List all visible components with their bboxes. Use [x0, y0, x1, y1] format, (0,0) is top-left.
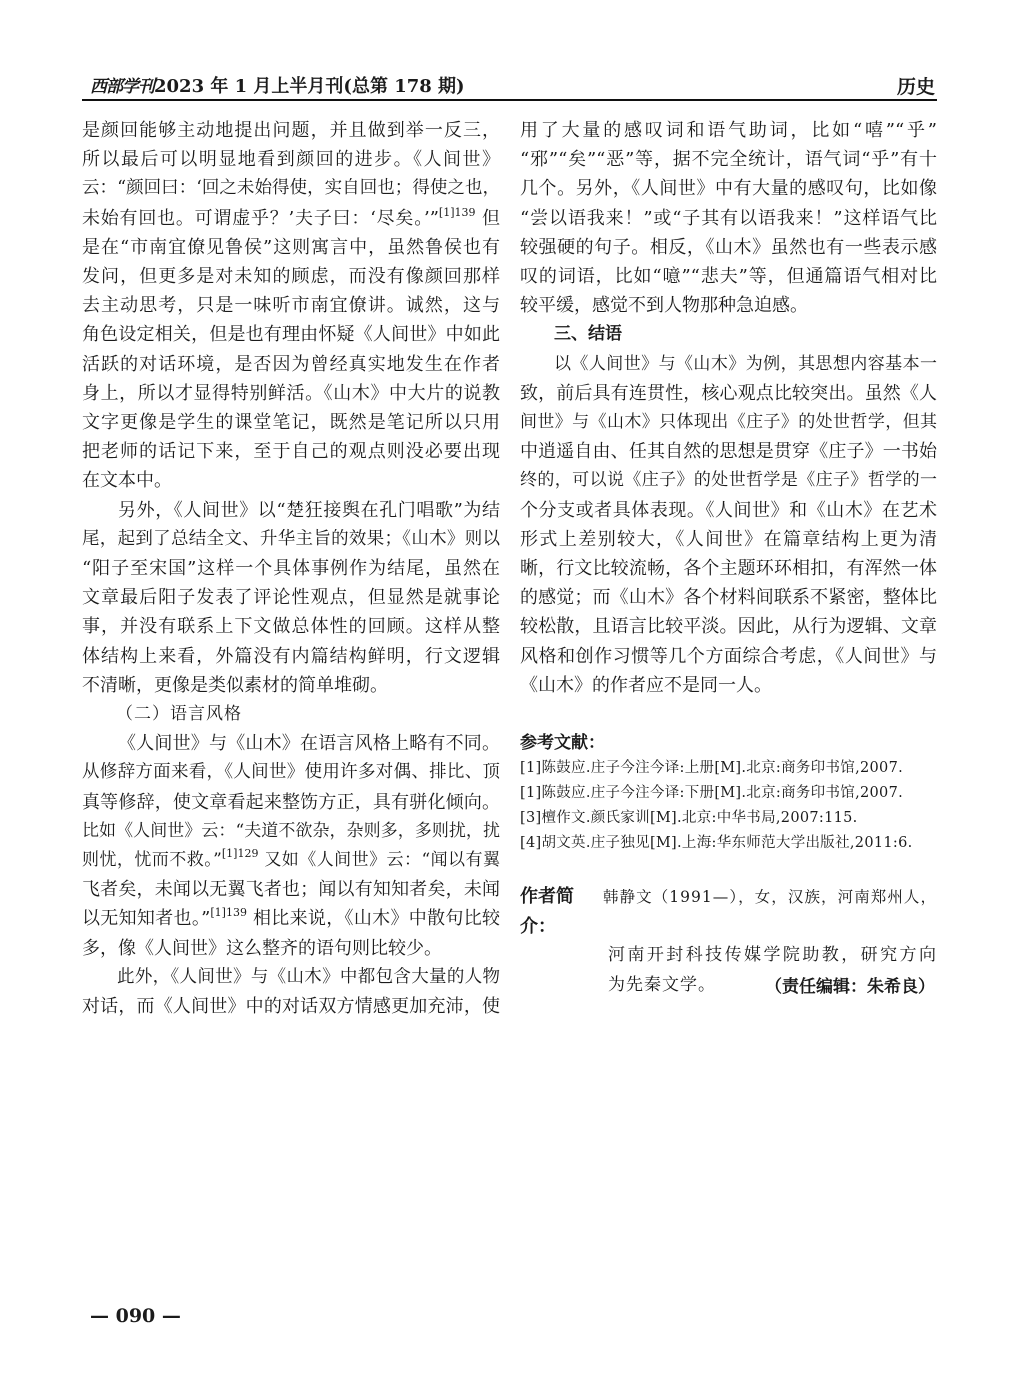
paragraph	[82, 963, 500, 1021]
text-line: 较平缓，感觉不到人物那种急迫感。	[520, 295, 808, 317]
text-line: 《人间世》与《山木》在语言风格上略有不同。	[118, 733, 500, 755]
citation-superscript: [1]139	[438, 205, 476, 219]
text-line: 文章最后阳子发表了评论性观点，但显然是就事论	[82, 587, 500, 609]
text-line: 较强硬的句子。相反，《山木》虽然也有一些表示感	[520, 236, 937, 258]
text-line: 晰，行文比较流畅，各个主题环环相扣，有浑然一体	[520, 558, 937, 580]
right-column	[520, 116, 937, 700]
references-title: 参考文献：	[520, 733, 605, 753]
text-segment: 以无知知者也。”	[82, 908, 211, 930]
text-line: 尾，起到了总结全文、升华主旨的效果；《山木》则以	[82, 528, 500, 549]
text-segment: 又如《人间世》云：“闻以有翼	[258, 850, 500, 871]
text-line: 致，前后具有连贯性，核心观点比较突出。虽然《人	[520, 382, 937, 404]
text-line: 用了大量的感叹词和语气助词，比如“嘻”“乎”	[520, 120, 937, 141]
issue-info: 2023 年 1 月上半月刊(总第 178 期)	[154, 76, 465, 97]
text-line: 把老师的话记下来，至于自己的观点则没必要出现	[82, 441, 500, 463]
text-line: 形式上差别较大，《人间世》在篇章结构上更为清	[520, 528, 937, 550]
citation-superscript: [1]139	[210, 906, 247, 920]
text-line: 以《人间世》与《山木》为例，其思想内容基本一	[554, 353, 937, 374]
citation-superscript: [1]129	[221, 847, 259, 861]
author-bio-line: 为先秦文学。	[608, 974, 716, 995]
references	[520, 730, 937, 856]
text-line: 中逍遥自由、任其自然的思想是贯穿《庄子》一书始	[520, 441, 937, 463]
text-line	[82, 904, 500, 933]
text-line: 的感觉；而《山木》各个材料间联系不紧密，整体比	[520, 587, 937, 609]
text-segment: 相比来说，《山木》中散句比较	[246, 908, 500, 930]
text-line: 较松散，且语言比较平淡。因此，从行为逻辑、文章	[520, 616, 937, 638]
text-line: 终的，可以说《庄子》的处世哲学是《庄子》哲学的一	[520, 470, 937, 491]
reference-item: [4]胡文英.庄子独见[M].上海:华东师范大学出版社,2011:6.	[520, 835, 913, 851]
text-line	[82, 846, 500, 875]
reference-item: [1]陈鼓应.庄子今注今译:下册[M].北京:商务印书馆,2007.	[520, 785, 904, 801]
section-label: 历史	[896, 76, 935, 98]
text-line: 云：“颜回曰：‘回之未始得使，实自回也；得使之也，	[82, 178, 500, 199]
paragraph	[82, 729, 500, 963]
text-line: 几个。另外，《人间世》中有大量的感叹句，比如像	[520, 178, 937, 200]
text-segment: 则忧，忧而不救。”	[82, 850, 222, 871]
journal-logo: 西部学刊	[90, 77, 154, 97]
text-line: 去主动思考，只是一味听市南宜僚讲。诚然，这与	[82, 295, 500, 317]
text-line: 叹的词语，比如“噫”“悲夫”等，但通篇语气相对比	[520, 266, 937, 288]
page-number: — 090 —	[90, 1305, 181, 1327]
text-line: 风格和创作习惯等几个方面综合考虑，《人间世》与	[520, 645, 937, 667]
text-segment: 未始有回也。可谓虚乎？’夫子曰：‘尽矣。’”	[82, 207, 439, 229]
text-line: 间世》与《山木》只体现出《庄子》的处世哲学，但其	[520, 412, 937, 433]
editor-credit: （责任编辑：朱希良）	[765, 977, 935, 997]
text-line: 从修辞方面来看，《人间世》使用许多对偶、排比、顶	[82, 762, 500, 783]
text-segment: 但	[475, 207, 500, 229]
text-line: 个分支或者具体表现。《人间世》和《山木》在艺术	[520, 499, 937, 521]
text-line: 事，并没有联系上下文做总体性的回顾。这样从整	[82, 616, 500, 638]
reference-item: [3]檀作文.颜氏家训[M].北京:中华书局,2007:115.	[520, 810, 858, 826]
section-heading: 三、结语	[554, 324, 622, 345]
paragraph	[520, 116, 937, 320]
paragraph	[520, 350, 937, 700]
text-line: 《山木》的作者应不是同一人。	[520, 674, 772, 696]
subsection-heading: （二）语言风格	[116, 704, 242, 725]
author-bio-line: 韩静文（1991—），女，汉族，河南郑州人，	[603, 888, 937, 906]
running-header	[82, 72, 937, 96]
text-line: 对话，而《人间世》中的对话双方情感更加充沛，使	[82, 996, 500, 1018]
author-bio-label: 作者简介：	[520, 886, 574, 937]
text-line: 飞者矣，未闻以无翼飞者也；闻以有知知者矣，未闻	[82, 879, 500, 901]
text-line: “邪”“矣”“恶”等，据不完全统计，语气词“乎”有十	[520, 149, 937, 171]
text-line: 不清晰，更像是类似素材的简单堆砌。	[82, 674, 388, 696]
text-line: 比如《人间世》云：“夫道不欲杂，杂则多，多则扰，扰	[82, 820, 500, 841]
text-line: 发问，但更多是对未知的顾虑，而没有像颜回那样	[82, 266, 500, 288]
text-line: 多，像《人间世》这么整齐的语句则比较少。	[82, 937, 442, 959]
paragraph	[82, 116, 500, 496]
text-line: 角色设定相关，但是也有理由怀疑《人间世》中如此	[82, 324, 500, 346]
text-line: 是颜回能够主动地提出问题，并且做到举一反三，	[82, 120, 500, 141]
text-line: “尝以语我来！”或“子其有以语我来！”这样语气比	[520, 207, 937, 229]
text-line: 是在“市南宜僚见鲁侯”这则寓言中，虽然鲁侯也有	[82, 236, 500, 258]
text-line: “阳子至宋国”这样一个具体事例作为结尾，虽然在	[82, 558, 500, 580]
text-line: 文字更像是学生的课堂笔记，既然是笔记所以只用	[82, 412, 500, 434]
paragraph	[82, 496, 500, 700]
text-line	[82, 204, 500, 233]
text-line: 身上，所以才显得特别鲜活。《山木》中大片的说教	[82, 382, 500, 404]
text-line: 所以最后可以明显地看到颜回的进步。《人间世》	[82, 149, 500, 171]
header-rule	[82, 99, 937, 101]
author-bio-line: 河南开封科技传媒学院助教，研究方向	[608, 945, 937, 965]
text-line: 另外，《人间世》以“楚狂接舆在孔门唱歌”为结	[118, 499, 500, 521]
text-line: 真等修辞，使文章看起来整饬方正，具有骈化倾向。	[82, 791, 500, 813]
text-line: 在文本中。	[82, 470, 172, 492]
reference-item: [1]陈鼓应.庄子今注今译:上册[M].北京:商务印书馆,2007.	[520, 760, 904, 776]
text-line: 活跃的对话环境，是否因为曾经真实地发生在作者	[82, 353, 500, 375]
text-line: 此外，《人间世》与《山木》中都包含大量的人物	[117, 966, 500, 987]
text-line: 体结构上来看，外篇没有内篇结构鲜明，行文逻辑	[82, 645, 500, 667]
left-column	[82, 116, 500, 1021]
